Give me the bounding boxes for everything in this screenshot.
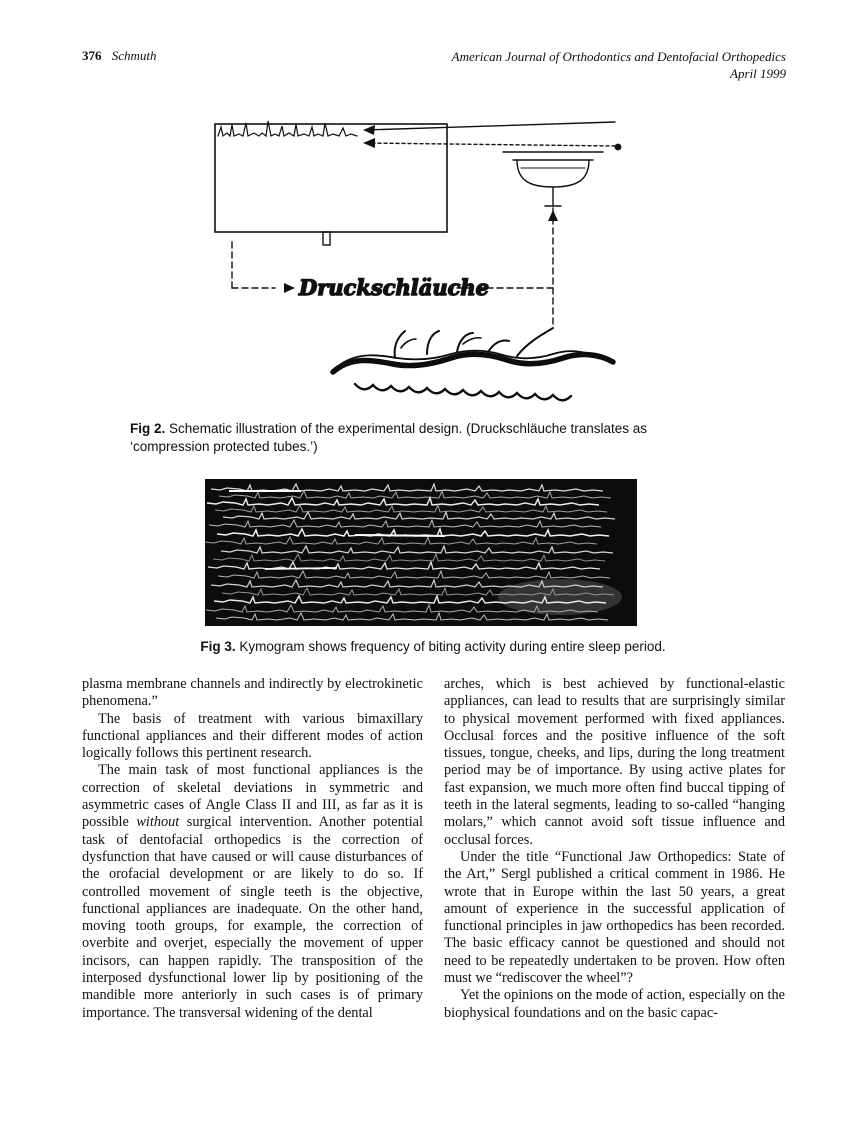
pointer-arrows — [363, 122, 621, 150]
fig2-schematic-drawing — [195, 112, 655, 417]
druckschlauche-label: Druckschläuche — [299, 275, 490, 300]
kymograph-drum — [215, 124, 447, 245]
paragraph-left-3 — [82, 762, 423, 1021]
fig2-caption-text: Schematic illustration of the experimental design. (Druckschläuche translates as ‘compression protected tubes.’) — [130, 421, 648, 454]
tubing-arrowhead-up — [548, 210, 558, 221]
paragraph-left-3-emphasis: without — [136, 814, 180, 831]
paragraph-right-1: arches, which is best achieved by functional-elastic appliances, can lead to results that are surprisingly similar to physical movement performed with fixed appliances. Occlusal forces and the positive influence of the soft tissues, tongue, cheeks, and lips, during the long treatment period may be of importance. By using active plates for fast expansion, we much more often find buccal tipping of teeth in the lateral segments, leading to so-called “hanging molars,” which cannot avoid soft tissue influence and occlusal forces. — [444, 676, 785, 848]
paragraph-right-2: Under the title “Functional Jaw Orthopedics: State of the Art,” Sergl published a critical comment in 1986. He wrote that in Europe within the last 50 years, a great amount of experience in the successful application of functional principles in jaw orthopedics has been recorded. The basic efficacy cannot be questioned and should not need to be repeatedly undertaken to be proven. How often must we “rediscover the wheel”? — [444, 848, 785, 987]
journal-title: American Journal of Orthodontics and Dentofacial Orthopedics — [451, 49, 786, 64]
fig3-kymogram-image — [205, 479, 637, 626]
tubing-arrowhead — [284, 283, 295, 293]
dashed-tubing — [232, 208, 553, 324]
kymogram-smudge — [498, 579, 622, 615]
fig2-caption-label: Fig 2. — [130, 421, 166, 436]
running-author: Schmuth — [111, 48, 157, 63]
fig3-caption-text: Kymogram shows frequency of biting activity during entire sleep period. — [239, 639, 666, 654]
paragraph-left-2: The basis of treatment with various bimaxillary functional appliances and their different modes of action logically follows this pertinent research. — [82, 710, 423, 762]
pivot-dot — [615, 144, 622, 151]
tambour-capsule — [503, 152, 603, 206]
dental-arch-drawing — [333, 328, 613, 400]
paragraph-right-3: Yet the opinions on the mode of action, especially on the biophysical foundations and on the basic capac- — [444, 987, 785, 1021]
body-left-column — [82, 676, 423, 1022]
fig2-caption — [130, 420, 702, 456]
running-head-left — [82, 48, 157, 64]
running-head-right — [452, 48, 786, 82]
journal-issue: April 1999 — [730, 66, 786, 81]
paragraph-left-3-after: surgical intervention. Another potential task of dentofacial orthopedics is the correction of dysfunction that have caused or will cause disturbances of the orofacial development or are likely to do so. If controlled movement of single teeth is the objective, functional appliances are inadequate. On the other hand, moving tooth groups, for example, the correction of overbite and overjet, especially the movement of upper incisors, can happen rapidly. The transposition of the interposed dysfunctional lower lip by positioning of the mandible more anteriorly in such cases is of primary importance. The transversal widening of the dental — [82, 814, 423, 1021]
fig3-caption-label: Fig 3. — [200, 639, 236, 654]
paragraph-left-1: plasma membrane channels and indirectly by electrokinetic phenomena.” — [82, 676, 423, 710]
paragraph-left-3-before: The main task of most functional appliances is the correction of skeletal deviations in symmetric and asymmetric cases of Angle Class II and III, as far as it is possible — [82, 762, 423, 831]
page-header — [82, 48, 786, 82]
page-number: 376 — [82, 48, 102, 63]
fig3-caption — [120, 638, 746, 656]
body-right-column — [444, 676, 785, 1022]
